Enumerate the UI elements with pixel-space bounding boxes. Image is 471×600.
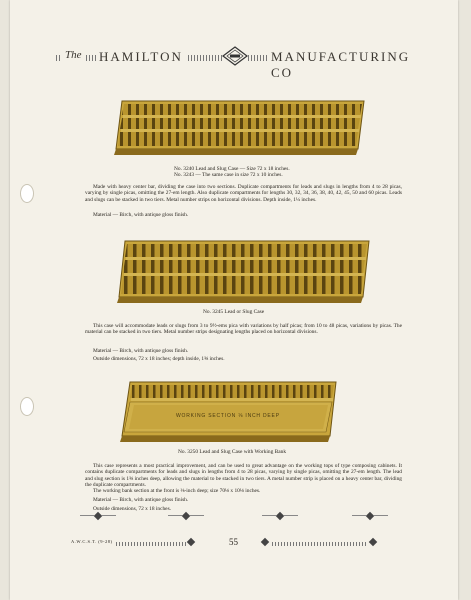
page-header [56,45,418,80]
caption-3243: No. 3243 — The same case in size 72 x 10 inches. [174,172,283,178]
lead-slug-case-3240-image [112,97,368,159]
footer-ornament [262,512,300,520]
footer-rule-right [272,542,366,546]
page-number: 55 [229,537,238,547]
binder-hole [20,184,34,203]
print-code: A.W.C.S.T. (9-28) [71,539,113,544]
caption-3245: No. 3245 Lead or Slug Case [203,309,265,315]
footer-rule-left [116,542,186,546]
case-3240-description: Made with heavy center bar, dividing the case into two sections. Duplicate compartments for leads and slugs in lengths from 4 to 28 picas, varying by single picas, omitting the 27-em length. Also duplicate compartments for lengths 30, 32, 34, 36, 38, 40, 42, 45, 50 and 60 picas. Leads and slugs can be stacked in two tiers. Metal number strips on horizontal divisions. Depth inside, 1¼ inches. [85,184,402,203]
caption-3240: No. 3240 Lead and Slug Case — Size 72 x 18 inches. [174,166,290,172]
footer-ornament [352,512,390,520]
case-3240-material: Material — Birch, with antique gloss finish. [93,212,189,218]
binder-hole [20,397,34,416]
header-word-hamilton: HAMILTON [96,49,186,65]
working-bank-label: WORKING SECTION ⅛ INCH DEEP [176,413,280,419]
case-3250-description: This case represents a most practical improvement, and can be used to great advantage on the working tops of type composing cabinets. It contains duplicate compartments for leads and slugs in lengths from 4 to 28 picas, varying by single picas, omitting the 27-em length. The lead and slug section is 1⅝ inches deep, allowing the material to be stacked in two tiers. A metal number strip is placed on a heavy center bar, dividing the duplicate compartments. [85,463,402,489]
caption-3250: No. 3250 Lead and Slug Case with Working Bank [178,449,287,455]
case-3250-bank-size: The working bank section at the front is ⅛-inch deep; size 70⅛ x 10⅛ inches. [93,488,261,494]
header-word-the: The [62,49,85,61]
footer-ornament [80,512,118,520]
header-word-manufacturing: MANUFACTURING CO [268,49,418,81]
case-3250-material: Material — Birch, with antique gloss finish. [93,497,189,503]
case-3245-description: This case will accommodate leads or slugs from 3 to 9½-ems pica with variations by half picas; from 10 to 48 picas, variations by picas. The material can be stacked in two tiers. Metal number strips designating lengths placed on horizontal divisions. [85,323,402,336]
lead-slug-case-3250-image [118,378,340,444]
hamilton-logo-icon [222,46,248,66]
case-3245-dimensions: Outside dimensions, 72 x 18 inches; depth inside, 1⅝ inches. [93,356,225,362]
footer-ornament [168,512,206,520]
case-3250-dimensions: Outside dimensions, 72 x 18 inches. [93,506,172,512]
case-3245-material: Material — Birch, with antique gloss finish. [93,348,189,354]
lead-slug-case-3245-image [115,237,373,307]
